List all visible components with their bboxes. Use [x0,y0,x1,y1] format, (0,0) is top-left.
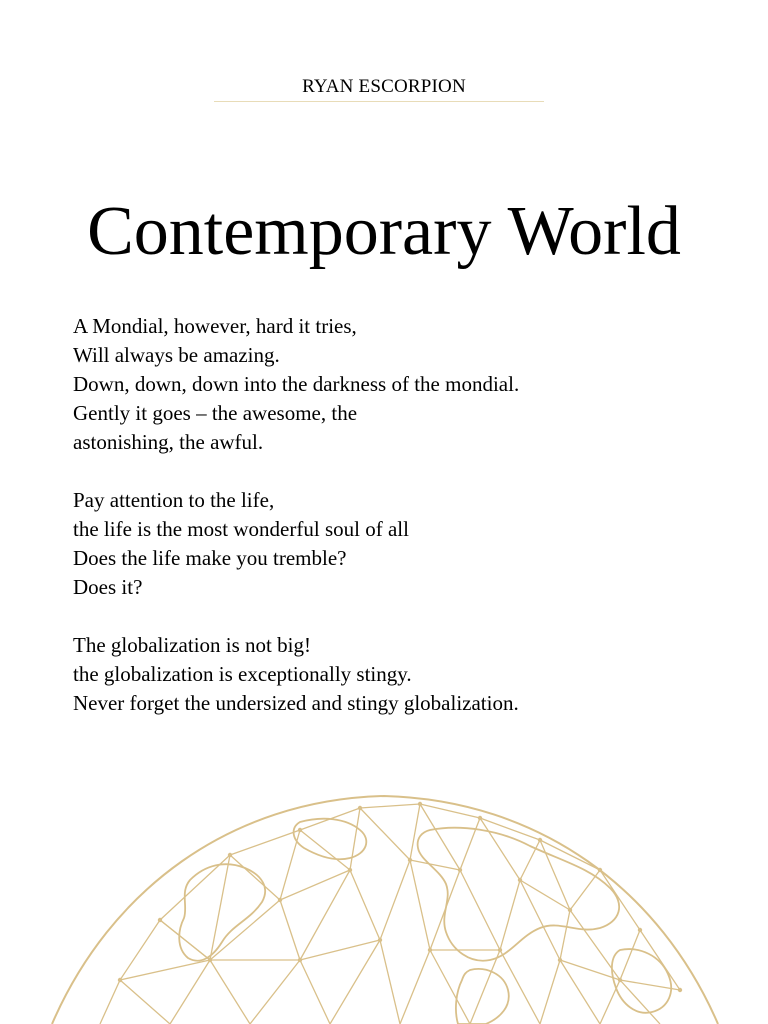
author-name: RYAN ESCORPION [302,76,466,97]
poem-line: Gently it goes – the awesome, the [73,401,358,425]
poem-line: astonishing, the awful. [73,430,264,454]
poem-line: Does it? [73,575,143,599]
poem-line: Pay attention to the life, [73,488,275,512]
wireframe-globe-icon [0,760,768,1024]
stanza-1 [73,312,713,457]
poem-line: Will always be amazing. [73,343,280,367]
poem-line: Does the life make you tremble? [73,546,347,570]
poem-line: A Mondial, however, hard it tries, [73,314,357,338]
poem-line: Never forget the undersized and stingy globalization. [73,691,519,715]
poem-line: the life is the most wonderful soul of all [73,517,409,541]
poem-body [73,312,713,747]
poem-line: The globalization is not big! [73,633,311,657]
stanza-2 [73,486,713,602]
header-divider [214,101,544,102]
stanza-3 [73,631,713,718]
poem-line: the globalization is exceptionally stingy. [73,662,412,686]
poem-line: Down, down, down into the darkness of the mondial. [73,372,520,396]
page-title: Contemporary World [87,193,681,270]
